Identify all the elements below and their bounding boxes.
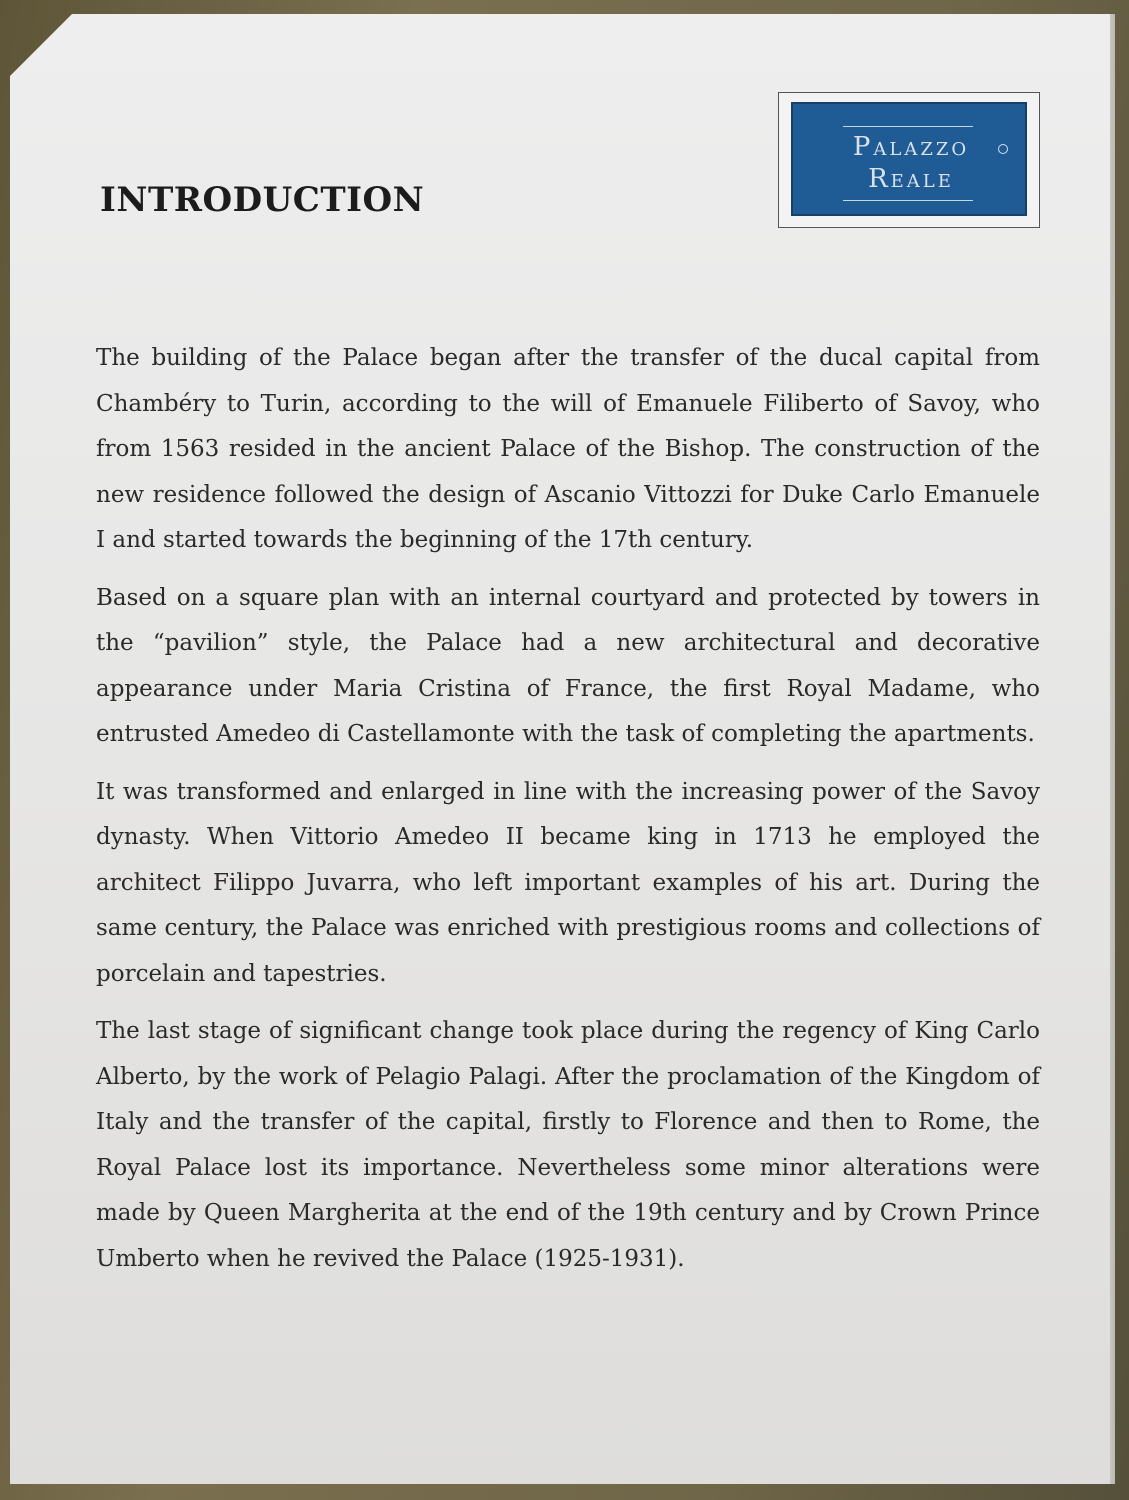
logo-rule-bottom	[843, 200, 973, 201]
paragraph: The building of the Palace began after the transfer of the ducal capital from Chambéry to Turin, according to the will of Emanuele Filiberto of Savoy, who from 1563 resided in the ancient Palace of the Bishop. The construction of the new residence followed the design of Ascanio Vittozzi for Duke Carlo Emanuele I and started towards the beginning of the 17th century.	[96, 345, 1040, 553]
logo-rule-top	[843, 126, 973, 127]
body-text	[96, 336, 1040, 1294]
logo-text-line2: Reale	[868, 164, 954, 194]
palazzo-reale-logo	[778, 92, 1040, 228]
logo-plate	[791, 102, 1027, 216]
paragraph: The last stage of significant change took place during the regency of King Carlo Alberto, by the work of Pelagio Palagi. After the proclamation of the Kingdom of Italy and the transfer of the capital, firstly to Florence and then to Rome, the Royal Palace lost its importance. Nevertheless some minor alterations were made by Queen Margherita at the end of the 19th century and by Crown Prince Umberto when he revived the Palace (1925-1931).	[96, 1018, 1040, 1272]
logo-text-line1: Palazzo	[852, 132, 970, 162]
page-title: INTRODUCTION	[100, 180, 425, 220]
paragraph: It was transformed and enlarged in line with the increasing power of the Savoy dynasty. When Vittorio Amedeo II became king in 1713 he employed the architect Filippo Juvarra, who left important examples of his art. During the same century, the Palace was enriched with prestigious rooms and collections of porcelain and tapestries.	[96, 778, 1040, 987]
logo-crown-icon	[998, 144, 1008, 154]
paragraph: Based on a square plan with an internal courtyard and protected by towers in the “pavilion” style, the Palace had a new architectural and decorative appearance under Maria Cristina of France, the first Royal Madame, who entrusted Amedeo di Castellamonte with the task of completing the apartments.	[96, 584, 1040, 747]
